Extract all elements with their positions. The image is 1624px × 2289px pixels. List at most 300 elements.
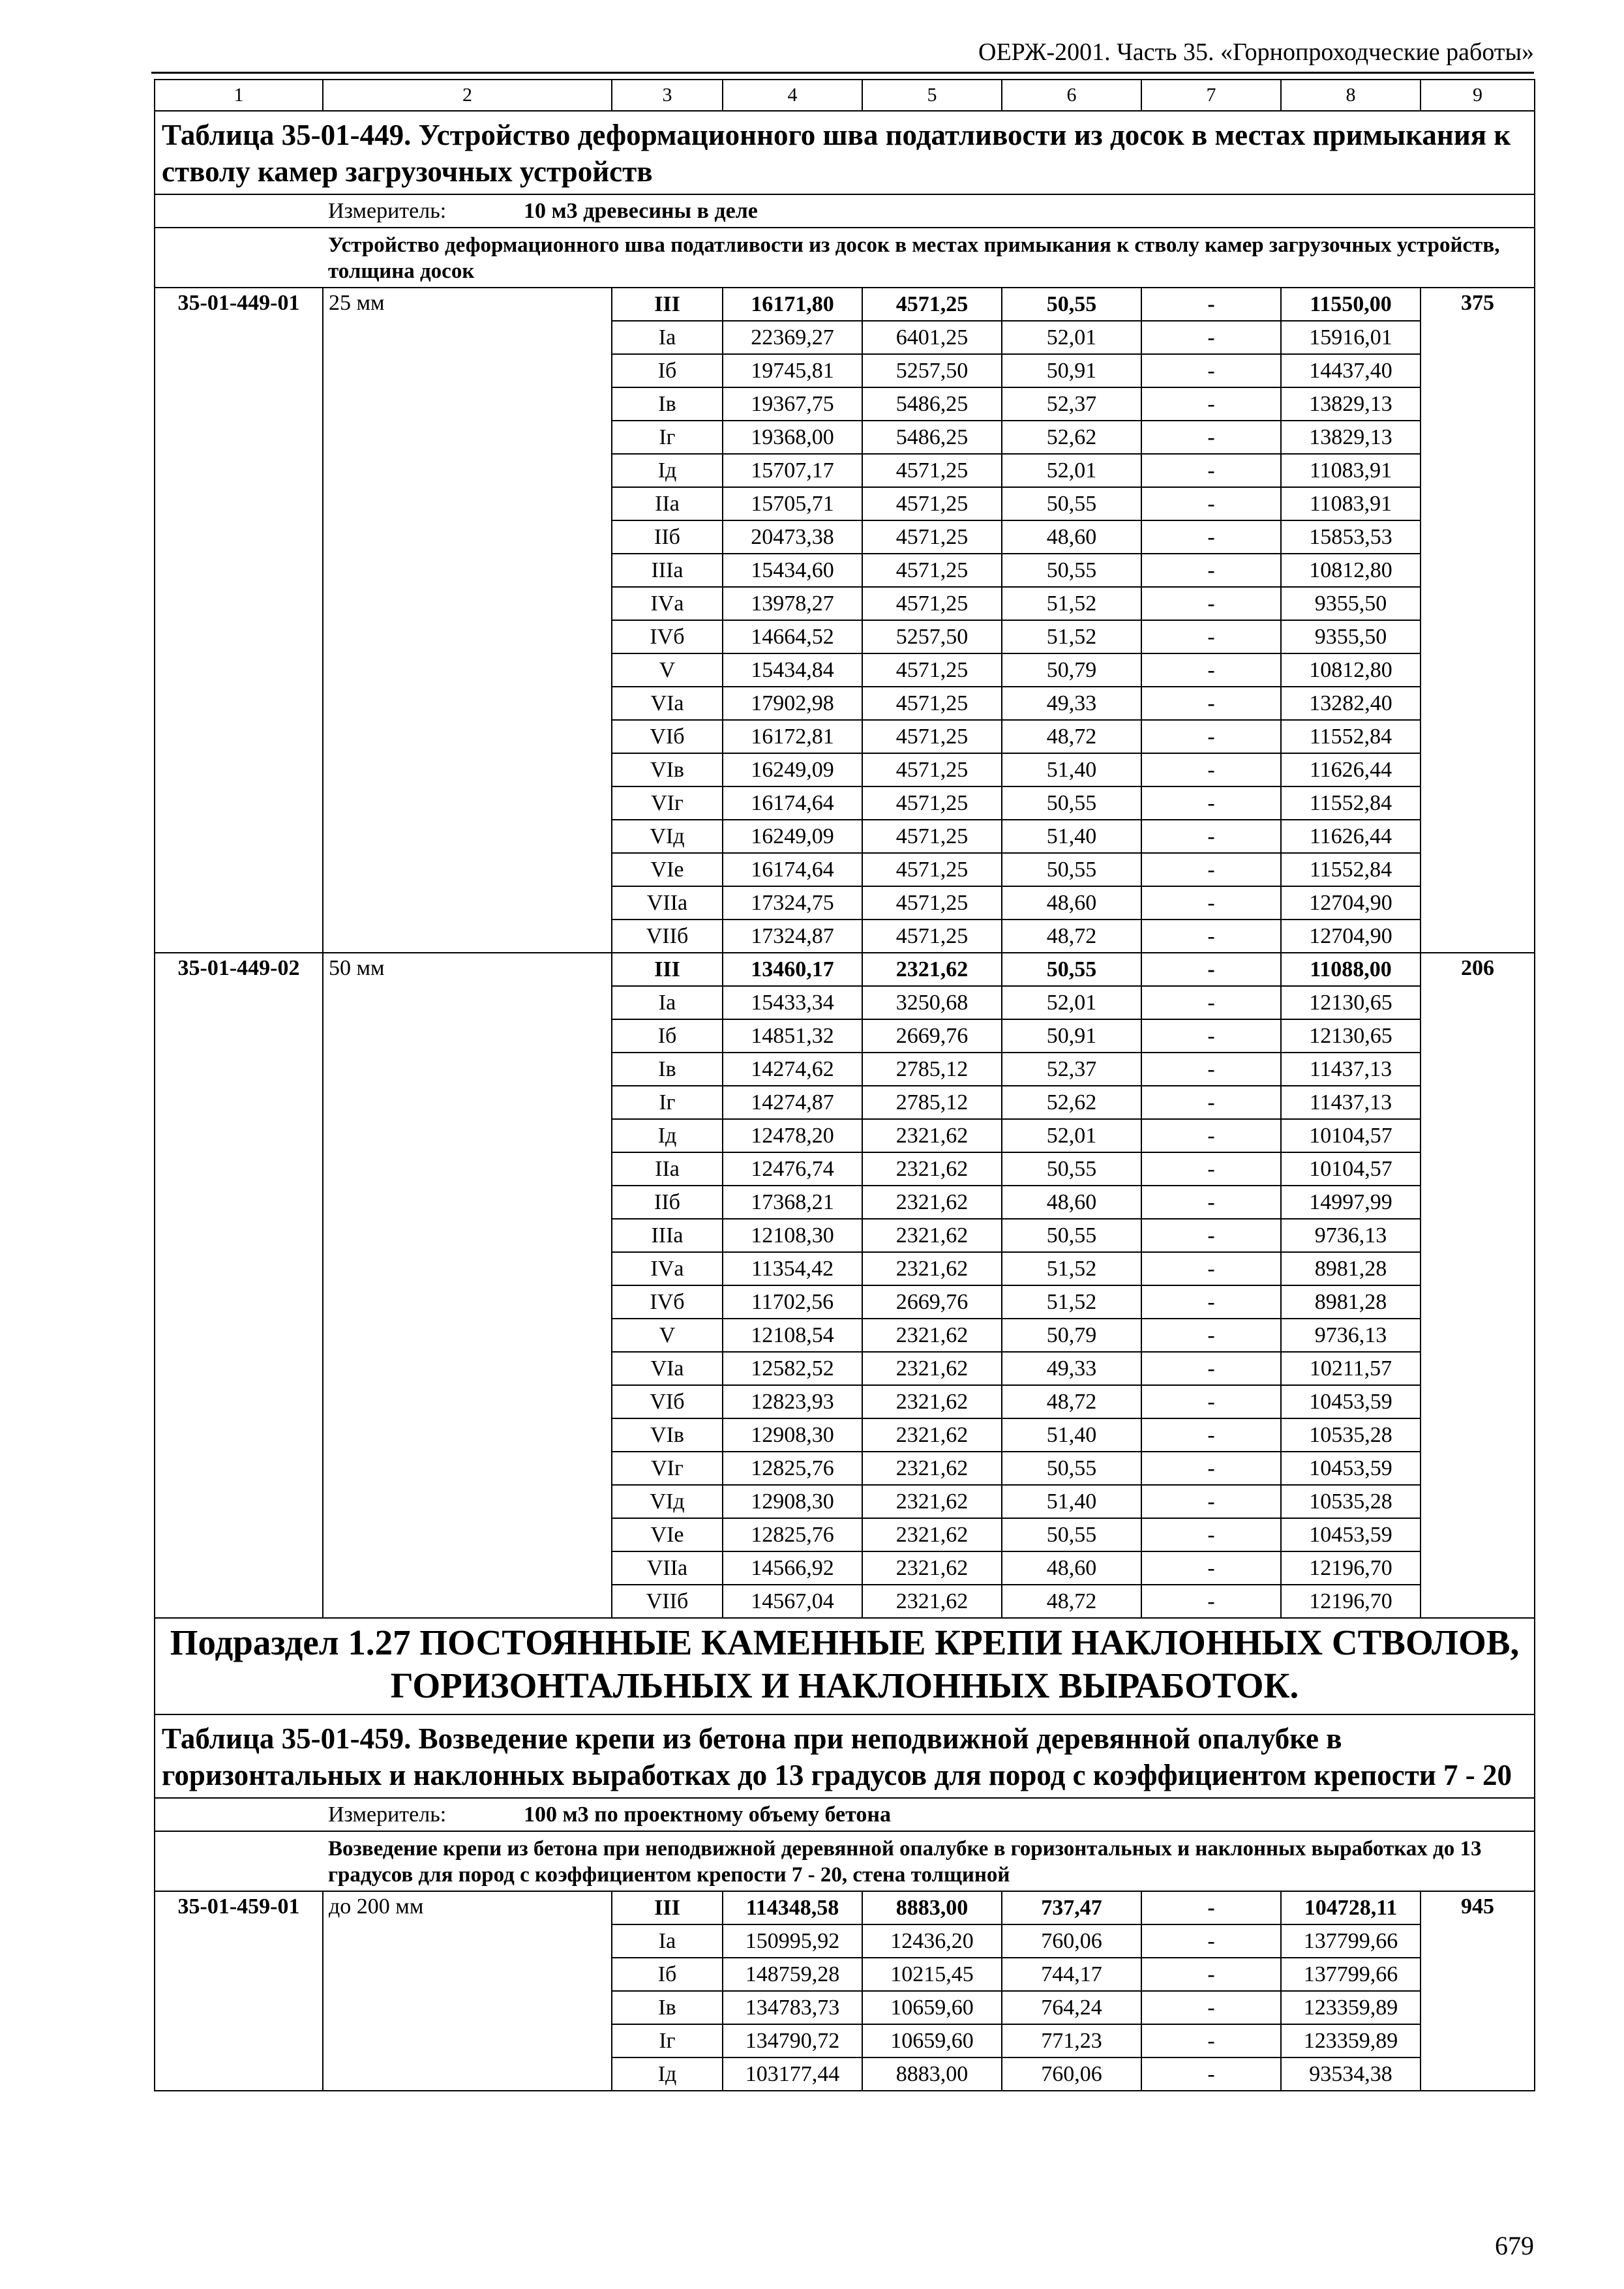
col-num: 6	[1002, 80, 1141, 111]
cell-col4: 12108,54	[723, 1319, 862, 1352]
cell-col7: -	[1141, 421, 1281, 454]
cell-col5: 4571,25	[862, 653, 1002, 687]
cell-col3: IVб	[612, 1285, 723, 1319]
cell-col4: 14851,32	[723, 1019, 862, 1053]
cell-col3: Iд	[612, 454, 723, 487]
col-num: 1	[155, 80, 323, 111]
cell-col7: -	[1141, 720, 1281, 753]
cell-col5: 2321,62	[862, 1485, 1002, 1518]
cell-col6: 50,55	[1002, 487, 1141, 520]
table-title-row	[155, 1714, 1535, 1798]
cell-col8: 10453,59	[1281, 1452, 1421, 1485]
col-num: 4	[723, 80, 862, 111]
cell-col5: 2321,62	[862, 1219, 1002, 1252]
cell-col7: -	[1141, 1285, 1281, 1319]
table-row	[155, 288, 1535, 321]
cell-col8: 11626,44	[1281, 820, 1421, 853]
cell-col3: IVб	[612, 620, 723, 653]
cell-col8: 9355,50	[1281, 620, 1421, 653]
cell-col5: 10659,60	[862, 2024, 1002, 2057]
cell-col4: 19367,75	[723, 387, 862, 421]
cell-col7: -	[1141, 554, 1281, 587]
measure-value: 100 м3 по проектному объему бетона	[524, 1802, 891, 1827]
cell-col4: 134790,72	[723, 2024, 862, 2057]
cell-col5: 4571,25	[862, 288, 1002, 321]
measure-row	[155, 1798, 1535, 1831]
cell-col4: 19368,00	[723, 421, 862, 454]
rate-code: 35-01-449-02	[155, 953, 323, 1618]
cell-col5: 4571,25	[862, 554, 1002, 587]
cell-col8: 11552,84	[1281, 786, 1421, 820]
cell-col5: 4571,25	[862, 886, 1002, 920]
cell-col6: 50,55	[1002, 554, 1141, 587]
cell-col8: 8981,28	[1281, 1252, 1421, 1285]
cell-col4: 14274,62	[723, 1053, 862, 1086]
cell-col8: 12704,90	[1281, 920, 1421, 953]
cell-col5: 2321,62	[862, 1352, 1002, 1385]
cell-col7: -	[1141, 1319, 1281, 1352]
cell-col3: Iб	[612, 1958, 723, 1991]
cell-col4: 12478,20	[723, 1119, 862, 1152]
cell-col3: III	[612, 953, 723, 986]
cell-col3: V	[612, 1319, 723, 1352]
cell-col7: -	[1141, 1053, 1281, 1086]
col-num: 9	[1421, 80, 1535, 111]
cell-col6: 760,06	[1002, 2057, 1141, 2091]
cell-col5: 5257,50	[862, 354, 1002, 387]
header-rule	[151, 72, 1534, 74]
cell-col3: VIа	[612, 1352, 723, 1385]
cell-col6: 51,52	[1002, 1252, 1141, 1285]
table-title-row	[155, 111, 1535, 194]
cell-col6: 744,17	[1002, 1958, 1141, 1991]
cell-col6: 760,06	[1002, 1924, 1141, 1958]
cell-col3: Iд	[612, 2057, 723, 2091]
cell-col6: 51,40	[1002, 753, 1141, 786]
cell-col4: 12908,30	[723, 1485, 862, 1518]
cell-col6: 737,47	[1002, 1891, 1141, 1924]
cell-col3: VIб	[612, 720, 723, 753]
cell-col5: 2669,76	[862, 1019, 1002, 1053]
description-row	[155, 228, 1535, 288]
cell-col5: 12436,20	[862, 1924, 1002, 1958]
cell-col3: VIа	[612, 687, 723, 720]
cell-col4: 12823,93	[723, 1385, 862, 1418]
cell-col8: 123359,89	[1281, 2024, 1421, 2057]
cell-col6: 50,55	[1002, 953, 1141, 986]
cell-col3: VIв	[612, 753, 723, 786]
cell-col4: 17324,75	[723, 886, 862, 920]
cell-col4: 12825,76	[723, 1452, 862, 1485]
cell-col8: 10211,57	[1281, 1352, 1421, 1385]
cell-col8: 11437,13	[1281, 1053, 1421, 1086]
cell-col5: 4571,25	[862, 487, 1002, 520]
cell-col4: 15434,84	[723, 653, 862, 687]
cell-col3: IIб	[612, 1186, 723, 1219]
measure-value: 10 м3 древесины в деле	[524, 198, 758, 223]
cell-col6: 50,55	[1002, 1452, 1141, 1485]
cell-col8: 13282,40	[1281, 687, 1421, 720]
cell-col5: 4571,25	[862, 520, 1002, 554]
cell-col5: 5257,50	[862, 620, 1002, 653]
cell-col4: 11354,42	[723, 1252, 862, 1285]
cell-col5: 2321,62	[862, 1186, 1002, 1219]
cell-col7: -	[1141, 620, 1281, 653]
cell-col7: -	[1141, 687, 1281, 720]
cell-col3: VIе	[612, 1518, 723, 1551]
cell-col7: -	[1141, 487, 1281, 520]
description-row	[155, 1831, 1535, 1891]
cell-col8: 9355,50	[1281, 587, 1421, 620]
cell-col8: 12130,65	[1281, 986, 1421, 1019]
cell-col7: -	[1141, 1019, 1281, 1053]
cell-col4: 14566,92	[723, 1551, 862, 1585]
cell-col8: 12196,70	[1281, 1551, 1421, 1585]
cell-col7: -	[1141, 886, 1281, 920]
cell-col8: 10453,59	[1281, 1518, 1421, 1551]
cell-col8: 13829,13	[1281, 421, 1421, 454]
measure-row	[155, 194, 1535, 228]
cell-col3: Iг	[612, 2024, 723, 2057]
cell-col8: 11552,84	[1281, 853, 1421, 886]
cell-col4: 12108,30	[723, 1219, 862, 1252]
cell-col3: Iв	[612, 1991, 723, 2024]
cell-col5: 5486,25	[862, 421, 1002, 454]
cell-col4: 16174,64	[723, 786, 862, 820]
cell-col5: 4571,25	[862, 687, 1002, 720]
cell-col8: 10812,80	[1281, 554, 1421, 587]
cell-col7: -	[1141, 953, 1281, 986]
cell-col6: 51,52	[1002, 587, 1141, 620]
cell-col6: 51,40	[1002, 820, 1141, 853]
cell-col8: 9736,13	[1281, 1219, 1421, 1252]
table-title: Таблица 35-01-459. Возведение крепи из бетона при неподвижной деревянной опалубке в горизонтальных и наклонных выработках до 13 градусов для пород с коэффициентом крепости 7 - 20	[155, 1714, 1535, 1798]
cell-col4: 15705,71	[723, 487, 862, 520]
cell-col8: 12130,65	[1281, 1019, 1421, 1053]
cell-col4: 12825,76	[723, 1518, 862, 1551]
cell-col6: 49,33	[1002, 687, 1141, 720]
cell-col7: -	[1141, 853, 1281, 886]
cell-col4: 150995,92	[723, 1924, 862, 1958]
cell-col6: 48,60	[1002, 886, 1141, 920]
cell-col4: 22369,27	[723, 321, 862, 354]
col-num: 7	[1141, 80, 1281, 111]
cell-col4: 134783,73	[723, 1991, 862, 2024]
cell-col6: 50,55	[1002, 786, 1141, 820]
cell-col8: 123359,89	[1281, 1991, 1421, 2024]
cell-col5: 4571,25	[862, 820, 1002, 853]
cell-col8: 137799,66	[1281, 1958, 1421, 1991]
column-numbers-row	[155, 80, 1535, 111]
cell-col8: 13829,13	[1281, 387, 1421, 421]
cell-col4: 16171,80	[723, 288, 862, 321]
cell-col4: 14274,87	[723, 1086, 862, 1119]
cell-col3: Iд	[612, 1119, 723, 1152]
cell-col8: 10535,28	[1281, 1418, 1421, 1452]
cell-col6: 52,01	[1002, 1119, 1141, 1152]
cell-col5: 2321,62	[862, 1119, 1002, 1152]
cell-col3: IIа	[612, 1152, 723, 1186]
cell-col4: 14664,52	[723, 620, 862, 653]
cell-col3: III	[612, 288, 723, 321]
cell-col7: -	[1141, 354, 1281, 387]
cell-col4: 13978,27	[723, 587, 862, 620]
cell-col6: 771,23	[1002, 2024, 1141, 2057]
cell-col6: 50,79	[1002, 1319, 1141, 1352]
cell-col6: 52,01	[1002, 986, 1141, 1019]
cell-col5: 3250,68	[862, 986, 1002, 1019]
cell-col7: -	[1141, 321, 1281, 354]
cell-col3: IIIа	[612, 554, 723, 587]
cell-col8: 14437,40	[1281, 354, 1421, 387]
cell-col4: 16249,09	[723, 820, 862, 853]
cell-col3: VIIб	[612, 920, 723, 953]
cell-col7: -	[1141, 387, 1281, 421]
cell-col4: 13460,17	[723, 953, 862, 986]
cell-col7: -	[1141, 1958, 1281, 1991]
cell-col3: V	[612, 653, 723, 687]
cell-col5: 5486,25	[862, 387, 1002, 421]
cell-col6: 52,37	[1002, 387, 1141, 421]
cell-col5: 2321,62	[862, 1452, 1002, 1485]
cell-col7: -	[1141, 1385, 1281, 1418]
rate-code: 35-01-449-01	[155, 288, 323, 953]
cell-col5: 4571,25	[862, 853, 1002, 886]
cell-col7: -	[1141, 1119, 1281, 1152]
cell-col8: 11626,44	[1281, 753, 1421, 786]
cell-col5: 2321,62	[862, 1385, 1002, 1418]
cell-col8: 10812,80	[1281, 653, 1421, 687]
cell-col7: -	[1141, 1252, 1281, 1285]
cell-col3: VIд	[612, 820, 723, 853]
cell-col3: VIг	[612, 786, 723, 820]
cell-col8: 14997,99	[1281, 1186, 1421, 1219]
cell-col6: 48,72	[1002, 1585, 1141, 1618]
cell-col7: -	[1141, 454, 1281, 487]
rate-code: 35-01-459-01	[155, 1891, 323, 2091]
subsection-row	[155, 1618, 1535, 1714]
cell-col3: Iг	[612, 421, 723, 454]
measure-label: Измеритель:	[328, 198, 447, 223]
cell-col7: -	[1141, 1991, 1281, 2024]
cell-col4: 17324,87	[723, 920, 862, 953]
cell-col6: 52,62	[1002, 421, 1141, 454]
cell-col3: IIIа	[612, 1219, 723, 1252]
cell-col6: 52,37	[1002, 1053, 1141, 1086]
cell-col3: IIб	[612, 520, 723, 554]
cell-col3: Iб	[612, 1019, 723, 1053]
cell-col7: -	[1141, 1485, 1281, 1518]
cell-col8: 10104,57	[1281, 1119, 1421, 1152]
cell-col6: 51,52	[1002, 620, 1141, 653]
cell-col7: -	[1141, 1352, 1281, 1385]
cell-col8: 11550,00	[1281, 288, 1421, 321]
cell-col9: 945	[1421, 1891, 1535, 2091]
cell-col8: 137799,66	[1281, 1924, 1421, 1958]
col-num: 3	[612, 80, 723, 111]
cell-col7: -	[1141, 1452, 1281, 1485]
cell-col8: 11437,13	[1281, 1086, 1421, 1119]
cell-col5: 10215,45	[862, 1958, 1002, 1991]
table-description: Возведение крепи из бетона при неподвижной деревянной опалубке в горизонтальных и наклонных выработках до 13 градусов для пород с коэффициентом крепости 7 - 20, стена толщиной	[323, 1831, 1535, 1891]
table-description: Устройство деформационного шва податливости из досок в местах примыкания к стволу камер загрузочных устройств, толщина досок	[323, 228, 1535, 288]
cell-col4: 16174,64	[723, 853, 862, 886]
cell-col5: 4571,25	[862, 454, 1002, 487]
cell-col8: 15916,01	[1281, 321, 1421, 354]
cell-col6: 48,60	[1002, 1551, 1141, 1585]
cell-col3: VIе	[612, 853, 723, 886]
cell-col8: 93534,38	[1281, 2057, 1421, 2091]
cell-col3: Iа	[612, 986, 723, 1019]
cell-col6: 764,24	[1002, 1991, 1141, 2024]
measure-label: Измеритель:	[328, 1802, 447, 1827]
cell-col5: 2321,62	[862, 1518, 1002, 1551]
cell-col4: 16172,81	[723, 720, 862, 753]
rate-name: 25 мм	[323, 288, 612, 953]
cell-col7: -	[1141, 2057, 1281, 2091]
cell-col7: -	[1141, 587, 1281, 620]
cell-col5: 2321,62	[862, 1319, 1002, 1352]
cell-col5: 4571,25	[862, 753, 1002, 786]
running-header: ОЕРЖ-2001. Часть 35. «Горнопроходческие работы»	[978, 38, 1534, 66]
cell-col3: VIд	[612, 1485, 723, 1518]
cell-col4: 114348,58	[723, 1891, 862, 1924]
cell-col7: -	[1141, 1551, 1281, 1585]
cell-col6: 52,01	[1002, 454, 1141, 487]
cell-col7: -	[1141, 520, 1281, 554]
cell-col5: 6401,25	[862, 321, 1002, 354]
cell-col6: 50,55	[1002, 853, 1141, 886]
cell-col8: 12704,90	[1281, 886, 1421, 920]
cell-col7: -	[1141, 920, 1281, 953]
cell-col5: 10659,60	[862, 1991, 1002, 2024]
cell-col4: 15433,34	[723, 986, 862, 1019]
cell-col6: 50,55	[1002, 288, 1141, 321]
cell-col6: 48,72	[1002, 1385, 1141, 1418]
cell-col7: -	[1141, 1186, 1281, 1219]
cell-col8: 8981,28	[1281, 1285, 1421, 1319]
cell-col3: VIIа	[612, 1551, 723, 1585]
cell-col6: 51,40	[1002, 1418, 1141, 1452]
cell-col8: 10453,59	[1281, 1385, 1421, 1418]
cell-col3: Iа	[612, 1924, 723, 1958]
cell-col4: 16249,09	[723, 753, 862, 786]
cell-col3: Iв	[612, 387, 723, 421]
cell-col7: -	[1141, 820, 1281, 853]
cell-col5: 4571,25	[862, 786, 1002, 820]
cell-col8: 9736,13	[1281, 1319, 1421, 1352]
cell-col4: 19745,81	[723, 354, 862, 387]
cell-col5: 4571,25	[862, 587, 1002, 620]
cell-col6: 48,60	[1002, 1186, 1141, 1219]
cell-col8: 104728,11	[1281, 1891, 1421, 1924]
cell-col6: 49,33	[1002, 1352, 1141, 1385]
cell-col5: 2785,12	[862, 1053, 1002, 1086]
table-row	[155, 1891, 1535, 1924]
cell-col7: -	[1141, 1152, 1281, 1186]
page-number: 679	[1495, 2231, 1534, 2260]
cell-col6: 50,79	[1002, 653, 1141, 687]
cell-col9: 206	[1421, 953, 1535, 1618]
cell-col4: 103177,44	[723, 2057, 862, 2091]
cell-col3: VIIа	[612, 886, 723, 920]
cell-col6: 48,72	[1002, 720, 1141, 753]
cell-col7: -	[1141, 653, 1281, 687]
cell-col5: 2669,76	[862, 1285, 1002, 1319]
cell-col3: VIв	[612, 1418, 723, 1452]
cell-col6: 51,40	[1002, 1485, 1141, 1518]
cell-col7: -	[1141, 288, 1281, 321]
table-row	[155, 953, 1535, 986]
cell-col8: 11083,91	[1281, 487, 1421, 520]
cell-col4: 20473,38	[723, 520, 862, 554]
cell-col7: -	[1141, 1924, 1281, 1958]
price-table	[154, 79, 1535, 2091]
cell-col4: 17902,98	[723, 687, 862, 720]
cell-col5: 2321,62	[862, 1152, 1002, 1186]
rate-name: 50 мм	[323, 953, 612, 1618]
cell-col3: Iв	[612, 1053, 723, 1086]
cell-col6: 52,62	[1002, 1086, 1141, 1119]
cell-col4: 17368,21	[723, 1186, 862, 1219]
cell-col4: 15707,17	[723, 454, 862, 487]
cell-col4: 12908,30	[723, 1418, 862, 1452]
cell-col5: 2321,62	[862, 1252, 1002, 1285]
cell-col8: 11083,91	[1281, 454, 1421, 487]
cell-col8: 15853,53	[1281, 520, 1421, 554]
cell-col3: III	[612, 1891, 723, 1924]
cell-col8: 11088,00	[1281, 953, 1421, 986]
cell-col8: 10104,57	[1281, 1152, 1421, 1186]
cell-col7: -	[1141, 1518, 1281, 1551]
cell-col7: -	[1141, 2024, 1281, 2057]
cell-col5: 2321,62	[862, 1551, 1002, 1585]
cell-col6: 50,55	[1002, 1152, 1141, 1186]
cell-col6: 48,60	[1002, 520, 1141, 554]
cell-col4: 14567,04	[723, 1585, 862, 1618]
cell-col6: 50,91	[1002, 1019, 1141, 1053]
cell-col6: 50,55	[1002, 1219, 1141, 1252]
cell-col3: IVа	[612, 587, 723, 620]
cell-col5: 2785,12	[862, 1086, 1002, 1119]
cell-col7: -	[1141, 986, 1281, 1019]
cell-col4: 11702,56	[723, 1285, 862, 1319]
cell-col7: -	[1141, 1585, 1281, 1618]
cell-col5: 2321,62	[862, 1585, 1002, 1618]
cell-col7: -	[1141, 1219, 1281, 1252]
cell-col8: 12196,70	[1281, 1585, 1421, 1618]
cell-col5: 8883,00	[862, 2057, 1002, 2091]
cell-col6: 52,01	[1002, 321, 1141, 354]
cell-col6: 50,91	[1002, 354, 1141, 387]
cell-col6: 48,72	[1002, 920, 1141, 953]
cell-col3: IIа	[612, 487, 723, 520]
col-num: 2	[323, 80, 612, 111]
col-num: 8	[1281, 80, 1421, 111]
rate-name: до 200 мм	[323, 1891, 612, 2091]
cell-col7: -	[1141, 1086, 1281, 1119]
table-title: Таблица 35-01-449. Устройство деформационного шва податливости из досок в местах примыкания к стволу камер загрузочных устройств	[155, 111, 1535, 194]
cell-col3: VIг	[612, 1452, 723, 1485]
cell-col5: 4571,25	[862, 920, 1002, 953]
subsection-title: Подраздел 1.27 ПОСТОЯННЫЕ КАМЕННЫЕ КРЕПИ НАКЛОННЫХ СТВОЛОВ, ГОРИЗОНТАЛЬНЫХ И НАКЛОННЫХ ВЫРАБОТОК.	[155, 1618, 1535, 1714]
cell-col6: 51,52	[1002, 1285, 1141, 1319]
col-num: 5	[862, 80, 1002, 111]
cell-col4: 12476,74	[723, 1152, 862, 1186]
cell-col5: 8883,00	[862, 1891, 1002, 1924]
cell-col3: VIIб	[612, 1585, 723, 1618]
cell-col7: -	[1141, 753, 1281, 786]
